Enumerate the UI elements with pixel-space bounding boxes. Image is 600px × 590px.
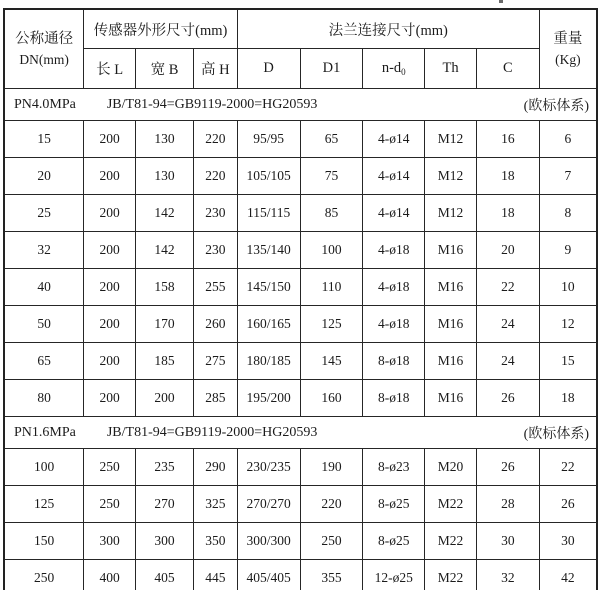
cell-width-b: 130 (136, 158, 194, 195)
cell-d: 95/95 (237, 121, 300, 158)
header-weight-line2: (Kg) (555, 51, 581, 67)
cell-dn: 40 (4, 269, 84, 306)
cell-height-h: 230 (193, 195, 237, 232)
table-row (4, 121, 597, 158)
cell-dn: 50 (4, 306, 84, 343)
cell-c: 32 (476, 560, 539, 590)
cell-weight: 26 (539, 486, 597, 523)
cell-height-h: 220 (193, 158, 237, 195)
table-row (4, 380, 597, 417)
header-d: D (237, 49, 300, 89)
section-header-row (4, 89, 597, 121)
cell-dn: 20 (4, 158, 84, 195)
cell-width-b: 185 (136, 343, 194, 380)
table-body (4, 89, 597, 590)
cell-th: M16 (425, 269, 477, 306)
cell-d: 105/105 (237, 158, 300, 195)
cell-th: M12 (425, 195, 477, 232)
cell-weight: 8 (539, 195, 597, 232)
cell-dn: 32 (4, 232, 84, 269)
cell-d1: 220 (300, 486, 363, 523)
header-n-d0-subscript: 0 (401, 67, 406, 77)
header-n-d0-main: n-d (381, 60, 402, 76)
cell-height-h: 255 (193, 269, 237, 306)
section-pressure-rating: PN4.0MPa (14, 96, 76, 112)
cell-c: 28 (476, 486, 539, 523)
header-flange-connection-group: 法兰连接尺寸(mm) (237, 9, 539, 49)
cell-d1: 85 (300, 195, 363, 232)
cell-height-h: 290 (193, 449, 237, 486)
cell-length-l: 250 (84, 486, 136, 523)
cell-length-l: 200 (84, 232, 136, 269)
section-standard-codes: JB/T81-94=GB9119-2000=HG20593 (106, 96, 318, 112)
cell-length-l: 200 (84, 269, 136, 306)
cell-d1: 145 (300, 343, 363, 380)
cell-length-l: 200 (84, 158, 136, 195)
header-n-d0 (363, 49, 425, 89)
cell-weight: 22 (539, 449, 597, 486)
header-weight-line1: 重量 (553, 30, 583, 47)
flowmeter-spec-table (3, 8, 598, 590)
cell-d1: 160 (300, 380, 363, 417)
cell-c: 26 (476, 380, 539, 417)
cell-d: 405/405 (237, 560, 300, 590)
cell-n-d0: 8-ø18 (363, 380, 425, 417)
cell-height-h: 285 (193, 380, 237, 417)
cell-weight: 15 (539, 343, 597, 380)
cell-dn: 65 (4, 343, 84, 380)
header-c: C (476, 49, 539, 89)
section-header-content (5, 95, 596, 115)
table-row (4, 523, 597, 560)
cell-height-h: 230 (193, 232, 237, 269)
cell-d: 300/300 (237, 523, 300, 560)
cell-n-d0: 4-ø18 (363, 306, 425, 343)
table-header (4, 9, 597, 89)
cell-th: M16 (425, 306, 477, 343)
cell-th: M22 (425, 486, 477, 523)
cell-width-b: 235 (136, 449, 194, 486)
header-width-b: 宽 B (136, 49, 194, 89)
cell-height-h: 325 (193, 486, 237, 523)
cell-d: 135/140 (237, 232, 300, 269)
cell-c: 18 (476, 158, 539, 195)
header-length-l: 长 L (84, 49, 136, 89)
cell-c: 30 (476, 523, 539, 560)
cell-c: 16 (476, 121, 539, 158)
cell-weight: 42 (539, 560, 597, 590)
cell-c: 24 (476, 306, 539, 343)
cell-d: 145/150 (237, 269, 300, 306)
cell-n-d0: 8-ø25 (363, 523, 425, 560)
cell-width-b: 300 (136, 523, 194, 560)
cell-weight: 30 (539, 523, 597, 560)
cell-n-d0: 12-ø25 (363, 560, 425, 590)
section-note: (欧标体系) (523, 426, 589, 442)
cropped-text-fragment (499, 0, 503, 3)
cell-weight: 9 (539, 232, 597, 269)
cell-c: 18 (476, 195, 539, 232)
cell-th: M12 (425, 158, 477, 195)
table-row (4, 158, 597, 195)
cell-weight: 10 (539, 269, 597, 306)
cell-n-d0: 8-ø23 (363, 449, 425, 486)
cell-length-l: 250 (84, 449, 136, 486)
cell-dn: 80 (4, 380, 84, 417)
cell-d1: 190 (300, 449, 363, 486)
cell-dn: 15 (4, 121, 84, 158)
cell-width-b: 142 (136, 195, 194, 232)
cell-length-l: 300 (84, 523, 136, 560)
cell-dn: 25 (4, 195, 84, 232)
cell-weight: 7 (539, 158, 597, 195)
cell-d: 180/185 (237, 343, 300, 380)
section-pressure-rating: PN1.6MPa (14, 424, 76, 440)
cell-th: M22 (425, 523, 477, 560)
cell-th: M12 (425, 121, 477, 158)
cell-dn: 100 (4, 449, 84, 486)
cell-length-l: 200 (84, 121, 136, 158)
cell-th: M22 (425, 560, 477, 590)
cell-width-b: 170 (136, 306, 194, 343)
header-th: Th (425, 49, 477, 89)
header-nominal-diameter-line2: DN(mm) (19, 51, 69, 67)
cell-dn: 250 (4, 560, 84, 590)
cell-c: 20 (476, 232, 539, 269)
table-row (4, 560, 597, 590)
cell-width-b: 405 (136, 560, 194, 590)
table-row (4, 269, 597, 306)
cell-width-b: 142 (136, 232, 194, 269)
table-row (4, 306, 597, 343)
cell-d: 195/200 (237, 380, 300, 417)
header-height-h: 高 H (193, 49, 237, 89)
cell-length-l: 200 (84, 380, 136, 417)
cell-d: 115/115 (237, 195, 300, 232)
header-nominal-diameter-line1: 公称通径 (15, 30, 74, 47)
cell-length-l: 200 (84, 306, 136, 343)
cell-n-d0: 4-ø14 (363, 158, 425, 195)
cell-n-d0: 4-ø14 (363, 195, 425, 232)
cell-c: 22 (476, 269, 539, 306)
cell-d1: 65 (300, 121, 363, 158)
table-row (4, 232, 597, 269)
cell-d1: 125 (300, 306, 363, 343)
cell-weight: 18 (539, 380, 597, 417)
table-row (4, 449, 597, 486)
table-row (4, 486, 597, 523)
cell-weight: 12 (539, 306, 597, 343)
cell-n-d0: 8-ø25 (363, 486, 425, 523)
table-row (4, 195, 597, 232)
cell-height-h: 220 (193, 121, 237, 158)
cell-width-b: 158 (136, 269, 194, 306)
cell-length-l: 400 (84, 560, 136, 590)
cell-th: M16 (425, 232, 477, 269)
cell-width-b: 200 (136, 380, 194, 417)
section-standard-codes: JB/T81-94=GB9119-2000=HG20593 (106, 424, 318, 440)
header-sensor-dimensions-group: 传感器外形尺寸(mm) (84, 9, 238, 49)
cell-height-h: 275 (193, 343, 237, 380)
cell-n-d0: 4-ø18 (363, 232, 425, 269)
cell-th: M16 (425, 343, 477, 380)
header-d1: D1 (300, 49, 363, 89)
cell-length-l: 200 (84, 195, 136, 232)
cell-d1: 75 (300, 158, 363, 195)
section-header-cell (4, 417, 597, 449)
cell-c: 24 (476, 343, 539, 380)
header-nominal-diameter (4, 9, 84, 89)
cell-d: 160/165 (237, 306, 300, 343)
cell-length-l: 200 (84, 343, 136, 380)
cell-width-b: 130 (136, 121, 194, 158)
cell-d1: 250 (300, 523, 363, 560)
cell-n-d0: 8-ø18 (363, 343, 425, 380)
cell-height-h: 445 (193, 560, 237, 590)
cell-d1: 355 (300, 560, 363, 590)
cell-n-d0: 4-ø18 (363, 269, 425, 306)
cell-height-h: 260 (193, 306, 237, 343)
cell-dn: 150 (4, 523, 84, 560)
table-row (4, 343, 597, 380)
section-header-row (4, 417, 597, 449)
cell-d: 270/270 (237, 486, 300, 523)
cell-c: 26 (476, 449, 539, 486)
header-weight (539, 9, 597, 89)
section-header-content (5, 423, 596, 443)
cell-dn: 125 (4, 486, 84, 523)
cell-d1: 100 (300, 232, 363, 269)
cell-width-b: 270 (136, 486, 194, 523)
section-header-cell (4, 89, 597, 121)
cell-th: M16 (425, 380, 477, 417)
cell-th: M20 (425, 449, 477, 486)
cell-d1: 110 (300, 269, 363, 306)
section-note: (欧标体系) (523, 98, 589, 114)
cell-n-d0: 4-ø14 (363, 121, 425, 158)
cell-d: 230/235 (237, 449, 300, 486)
cell-weight: 6 (539, 121, 597, 158)
cell-height-h: 350 (193, 523, 237, 560)
